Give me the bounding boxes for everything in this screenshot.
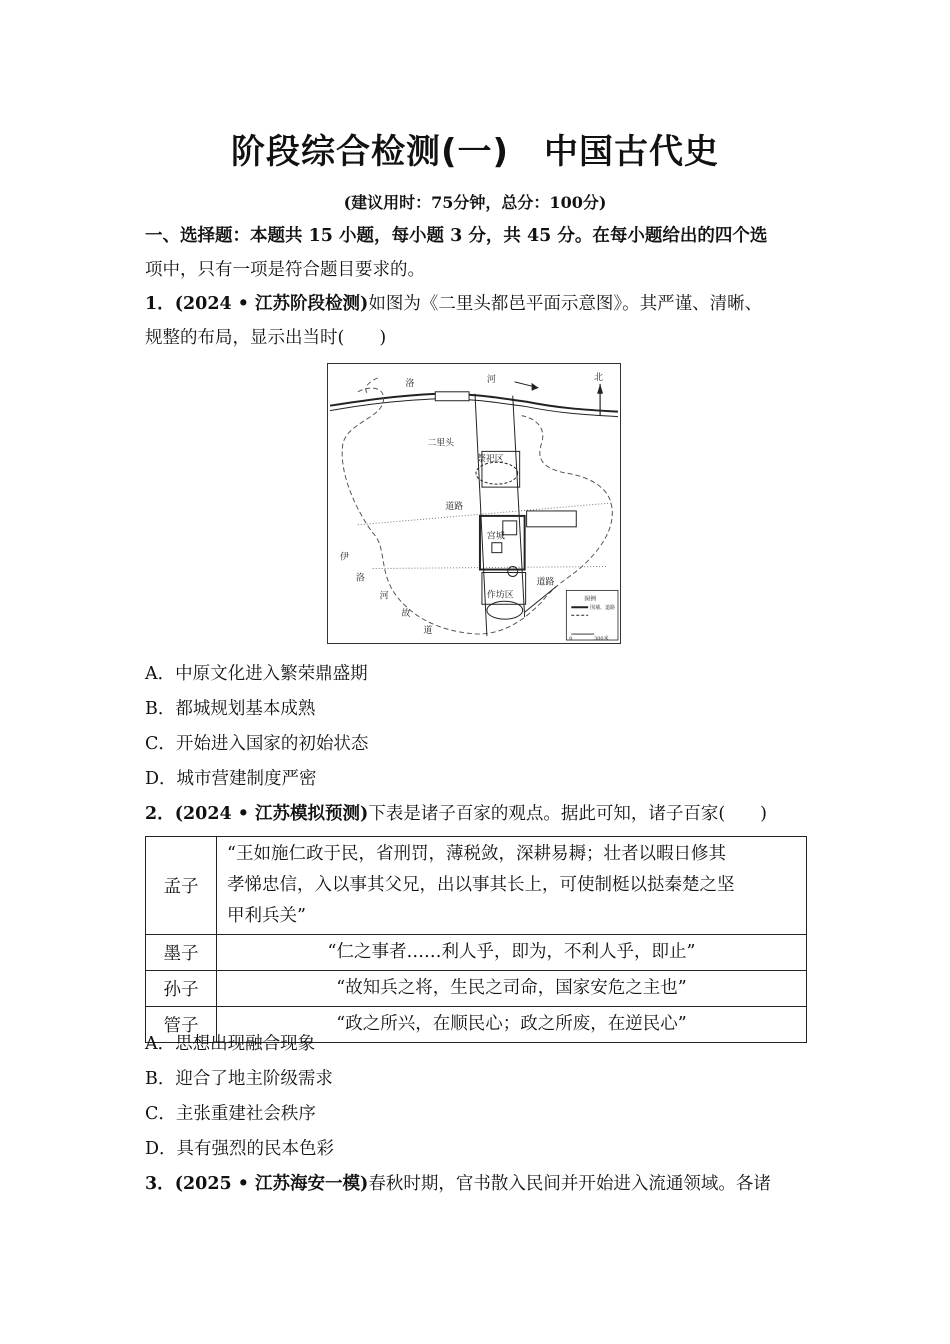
q1-option-c[interactable]: C．开始进入国家的初始状态 (145, 734, 369, 754)
question-3-number: 3． (145, 1174, 175, 1194)
old-river-label-2: 洛 (355, 573, 365, 584)
philosopher-quote: “故知兵之将，生民之司命，国家安危之主也” (217, 971, 807, 1007)
philosopher-name: 孙子 (146, 971, 217, 1007)
workshop-label: 作坊区 (486, 590, 514, 601)
road-label-2: 道路 (536, 577, 555, 588)
question-2-text: 下表是诸子百家的观点。据此可知，诸子百家( ) (368, 804, 767, 824)
section-instruction-line1: 一、选择题：本题共 15 小题，每小题 3 分，共 45 分。在每小题给出的四个选 (145, 226, 768, 246)
quote-line: 甲利兵关” (227, 906, 306, 926)
old-river-label-3: 河 (379, 591, 389, 602)
question-3-stem (145, 1172, 810, 1196)
philosopher-name: 孟子 (146, 837, 217, 935)
page-title: 阶段综合检测(一) 中国古代史 (230, 132, 720, 172)
philosopher-quote: “政之所兴，在顺民心；政之所废，在逆民心” (217, 1007, 807, 1043)
old-river-label-5: 道 (423, 626, 433, 637)
old-river-label-4: 故 (401, 609, 411, 620)
q1-option-d[interactable]: D．城市营建制度严密 (145, 769, 317, 789)
table-row (146, 837, 807, 935)
erlitou-label: 二里头 (427, 438, 455, 449)
palace-label: 宫城 (486, 531, 505, 542)
q2-option-b[interactable]: B．迎合了地主阶级需求 (145, 1069, 333, 1089)
table-row (146, 971, 807, 1007)
north-label: 北 (594, 372, 604, 383)
philosopher-name: 墨子 (146, 935, 217, 971)
question-1-stem (145, 292, 810, 316)
q1-option-a[interactable]: A．中原文化进入繁荣鼎盛期 (145, 664, 368, 684)
question-2-number: 2． (145, 804, 175, 824)
question-2-stem (145, 802, 810, 826)
q1-option-b[interactable]: B．都城规划基本成熟 (145, 699, 316, 719)
river-label-luo: 洛 (405, 378, 415, 389)
old-river-label-1: 伊 (339, 552, 349, 563)
question-1-source: (2024 • 江苏阶段检测) (174, 294, 369, 314)
q2-option-c[interactable]: C．主张重建社会秩序 (145, 1104, 316, 1124)
quote-line: 孝悌忠信，入以事其父兄，出以事其长上，可使制梃以挞秦楚之坚 (227, 875, 735, 895)
table-row (146, 935, 807, 971)
philosophers-table (145, 836, 807, 1043)
luo-river (330, 394, 618, 412)
q2-option-d[interactable]: D．具有强烈的民本色彩 (145, 1139, 335, 1159)
philosopher-quote (217, 837, 807, 935)
question-3-source: (2025 • 江苏海安一模) (174, 1174, 369, 1194)
scale-label: 300米 (594, 636, 609, 643)
road-label-1: 道路 (445, 501, 464, 512)
scale-zero: 0 (569, 636, 573, 643)
sacrifice-area-label: 祭祀区 (476, 454, 504, 465)
question-1-stem-line2: 规整的布局，显示出当时( ) (145, 328, 387, 348)
question-3-text: 春秋时期，官书散入民间并开始进入流通领域。各诸 (368, 1174, 771, 1194)
question-2-source: (2024 • 江苏模拟预测) (174, 804, 369, 824)
legend-item: 围墙、道路 (590, 605, 615, 612)
page-subtitle: (建议用时：75分钟，总分：100分) (343, 193, 607, 212)
question-1-number: 1． (145, 294, 175, 314)
section-instruction-line2: 项中，只有一项是符合题目要求的。 (145, 260, 425, 280)
river-label-he: 河 (486, 374, 496, 385)
q2-option-a[interactable]: A．思想出现融合现象 (145, 1034, 316, 1054)
philosopher-name: 管子 (146, 1007, 217, 1043)
legend-title: 图例 (584, 595, 597, 603)
philosopher-quote: “仁之事者……利人乎，即为，不利人乎，即止” (217, 935, 807, 971)
question-1-text: 如图为《二里头都邑平面示意图》。其严谨、清晰、 (368, 294, 763, 314)
erlitou-map (327, 363, 621, 644)
quote-line: “王如施仁政于民，省刑罚，薄税敛，深耕易耨；壮者以暇日修其 (227, 844, 726, 864)
